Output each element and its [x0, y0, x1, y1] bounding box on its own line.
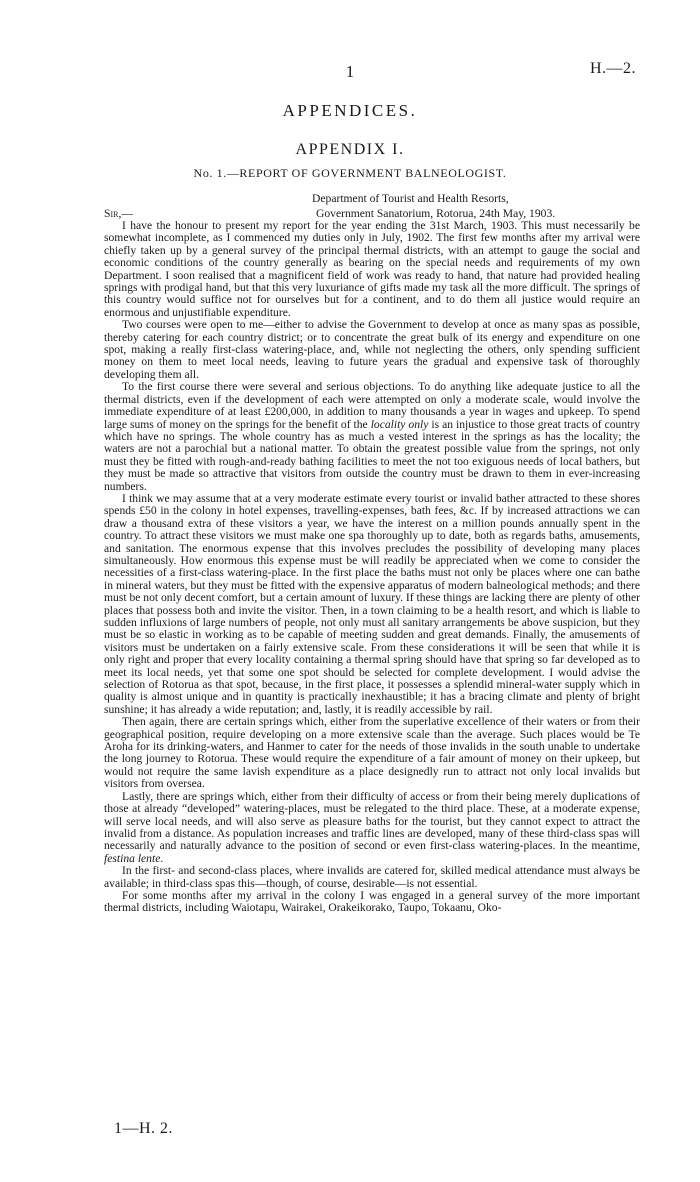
paragraph-6 [104, 791, 640, 865]
paragraph-4: I think we may assume that at a very moderate estimate every tourist or invalid bather attracted to these shores spends £50 in the colony in hotel expenses, travelling-expenses, bath fees, &c. If by increased attractions we can draw a thousand extra of these visitors a year, we have the interest on a million pounds annually spent in the country. To attract these visitors we must make one spa thoroughly up to date, both as regards baths, amusements, and sanitation. The enormous expense that this involves precludes the possibility of developing many places simultaneously. How enormous this expense must be will readily be appreciated when we come to consider the necessities of a first-class watering-place. In the first place the baths must not only be places where one can bathe in mineral waters, but they must be fitted with the expensive apparatus of modern balneological methods; and there must be not only decent comfort, but a certain amount of luxury. If these things are lacking there are plenty of other places that possess both and invite the visitor. Then, in a town claiming to be a health resort, and which is liable to sudden influxions of large numbers of people, not only must all sanitary arrangements be above suspicion, but they must be so elastic in working as to be capable of meeting sudden and great demands. Finally, the amusements of visitors must be undertaken on a fairly extensive scale. From these considerations it will be seen that while it is only right and proper that every locality containing a thermal spring should have that spring so far developed as to meet its local needs, yet that some one spot should be selected for complete development. I would advise the selection of Rotorua as that spot, because, in the first place, it possesses a splendid mineral-water supply which in quality is almost unique and in quantity is practically inexhaustible; it has a bracing climate and plenty of bright sunshine; it has already a wide reputation; and, lastly, it is readily accessible by rail. [104, 491, 640, 716]
paragraph-3-part-2: is an injustice to those great tracts of country which have no springs. The whole country has as much a vested interest in the springs as has the locality; the waters are not a parochial but a national matter. To obtain the greatest possible value from the springs, not only must they be fitted with rough-and-ready bathing facilities to meet the not too exiguous needs of local bathers, but they must be made so attractive that visitors from outside the country must be drawn to them in ever-increasing numbers. [104, 417, 640, 493]
page-title: APPENDICES. [282, 101, 418, 120]
document-code: H.—2. [590, 60, 637, 77]
report-body [104, 220, 640, 915]
paragraph-3-italic: locality only [370, 417, 429, 431]
paragraph-7: In the first- and second-class places, where invalids are catered for, skilled medical attendance must always be available; in third-class spas this—though, of course, desirable—is not essential. [104, 864, 640, 890]
place-date-line: Government Sanatorium, Rotorua, 24th May, 1903. [316, 207, 556, 220]
page-number: 1 [345, 62, 355, 81]
department-line: Department of Tourist and Health Resorts, [312, 192, 509, 205]
paragraph-6-italic: festina lente [104, 851, 161, 865]
report-heading: No. 1.—REPORT OF GOVERNMENT BALNEOLOGIST. [193, 166, 507, 180]
paragraph-5: Then again, there are certain springs which, either from the superlative excellence of their waters or from their geographical position, require developing on a more extensive scale than the average. Such places would be Te Aroha for its drinking-waters, and Hanmer to cater for the needs of those invalids in the south unable to undertake the long journey to Rotorua. These would require the expenditure of a fair amount of money on their upkeep, but would not require the same lavish expenditure as a place designedly run to attract not only local invalids but visitors from oversea. [104, 715, 640, 791]
paragraph-3-part-1: To the first course there were several and serious objections. To do anything like adequate justice to all the thermal districts, even if the development of each were attempted on only a moderate scale, would involve the immediate expenditure of at least £200,000, in addition to many thousands a year in wages and upkeep. To spend large sums of money on the springs for the benefit of the [104, 380, 640, 431]
appendix-heading: APPENDIX I. [295, 141, 405, 158]
footer-signature: 1—H. 2. [114, 1120, 174, 1137]
salutation: Sir,— [104, 207, 133, 220]
paragraph-2: Two courses were open to me—either to advise the Government to develop at once as many spas as possible, thereby catering for each country district; or to concentrate the great bulk of its energy and expenditure on one spot, making a really first-class watering-place, and, while not neglecting the others, only spending sufficient money on them to meet local needs, leaving to future years the gradual and expensive task of thoroughly developing them all. [104, 318, 640, 381]
paragraph-3 [104, 381, 640, 493]
paragraph-6-part-2: . [160, 851, 164, 865]
paragraph-8: For some months after my arrival in the colony I was engaged in a general survey of the more important thermal districts, including Waiotapu, Wairakei, Orakeikorako, Taupo, Tokaanu, Oko- [104, 888, 640, 915]
paragraph-6-part-1: Lastly, there are springs which, either from their difficulty of access or from their being merely duplications of those at already “developed” watering-places, must be relegated to the third place. These, at a moderate expense, will serve local needs, and will also serve as pleasure baths for the tourist, but they cannot expect to attract the invalid from a distance. As population increases and traffic lines are developed, many of these third-class spas will necessarily and naturally advance to the position of second or even first-class watering-places. In the meantime, [104, 789, 640, 853]
paragraph-1: I have the honour to present my report for the year ending the 31st March, 1903. This must necessarily be somewhat incomplete, as I commenced my duties only in July, 1902. The first few months after my arrival were chiefly taken up by a general survey of the principal thermal districts, with an attempt to gauge the social and economic conditions of the country generally as bearing on the special needs and requirements of my own Department. I soon realised that a magnificent field of work was ready to hand, that nature had provided healing springs with prodigal hand, but that this very luxuriance of gifts made my task all the more difficult. The springs of this country would suffice not for ourselves but for a continent, and to do them all justice would require an enormous and unjustifiable expenditure. [104, 219, 640, 319]
